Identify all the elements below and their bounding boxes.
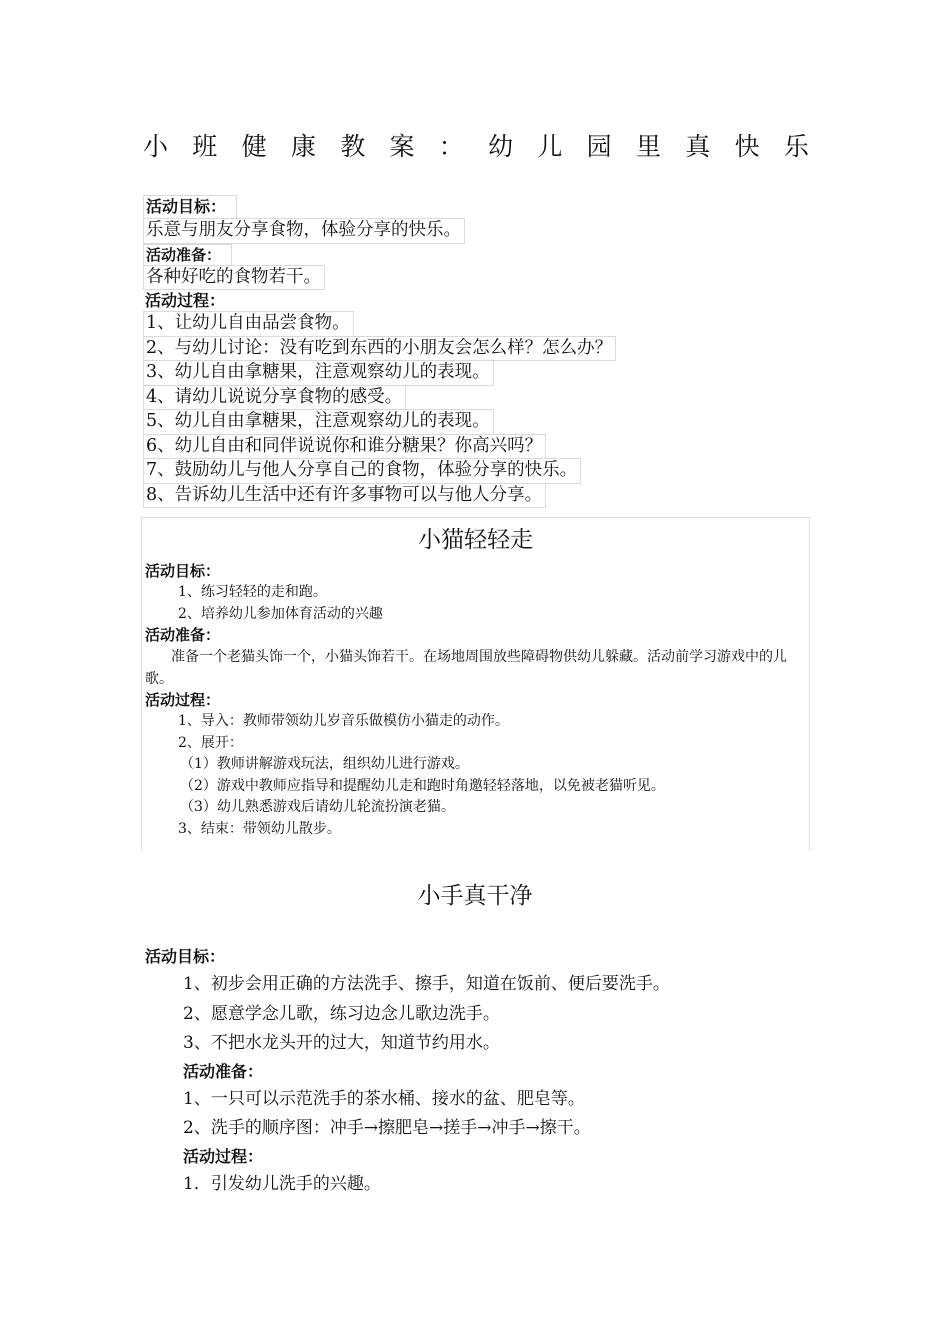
- title-char: 幼: [488, 132, 514, 161]
- title-char: 教: [340, 132, 366, 161]
- prep-item: 2、洗手的顺序图：冲手→擦肥皂→搓手→冲手→擦干。: [183, 1118, 591, 1138]
- step-item: 6、幼儿自由和同伴说说你和谁分糖果？你高兴吗？: [143, 434, 546, 460]
- step-item: （1）教师讲解游戏玩法，组织幼儿进行游戏。: [180, 756, 469, 772]
- prep-text: 准备一个老猫头饰一个，小猫头饰若干。在场地周围放些障碍物供幼儿躲藏。活动前学习游戏中的儿歌。: [145, 649, 787, 687]
- process-label: 活动过程：: [145, 291, 226, 310]
- prep-label: 活动准备：: [183, 1061, 264, 1081]
- prep-label: 活动准备：: [143, 244, 232, 266]
- process-label: 活动过程：: [183, 1146, 264, 1166]
- lesson-2-title: 小猫轻轻走: [418, 527, 533, 553]
- title-char: 班: [192, 132, 218, 161]
- goal-item: 1、练习轻轻的走和跑。: [178, 584, 327, 600]
- step-item: 2、与幼儿讨论：没有吃到东西的小朋友会怎么样？怎么办？: [143, 336, 616, 362]
- prep-item: 1、一只可以示范洗手的茶水桶、接水的盆、肥皂等。: [183, 1088, 585, 1109]
- process-label: 活动过程：: [145, 691, 221, 709]
- step-item: 7、鼓励幼儿与他人分享自己的食物，体验分享的快乐。: [143, 458, 581, 484]
- lesson-3-title: 小手真干净: [417, 883, 533, 909]
- goal-item: 2、愿意学念儿歌，练习边念儿歌边洗手。: [183, 1003, 500, 1024]
- title-char: 真: [685, 132, 711, 161]
- goal-item: 2、培养幼儿参加体育活动的兴趣: [178, 605, 383, 622]
- goal-item: 1、初步会用正确的方法洗手、擦手，知道在饭前、便后要洗手。: [183, 974, 670, 994]
- step-item: 1．引发幼儿洗手的兴趣。: [183, 1173, 381, 1194]
- title-char: 里: [635, 132, 661, 161]
- step-item: 8、告诉幼儿生活中还有许多事物可以与他人分享。: [143, 483, 546, 509]
- step-item: 3、结束：带领幼儿散步。: [178, 820, 341, 837]
- title-char: 案: [389, 132, 415, 161]
- goal-label: 活动目标：: [143, 195, 237, 219]
- goal-text: 乐意与朋友分享食物，体验分享的快乐。: [143, 218, 465, 244]
- step-item: 3、幼儿自由拿糖果，注意观察幼儿的表现。: [143, 360, 494, 386]
- title-char: 健: [241, 132, 267, 161]
- title-char: 儿: [537, 132, 563, 161]
- lesson-1-body: [143, 195, 823, 508]
- page-title-1: [143, 127, 809, 163]
- title-char: ：: [438, 132, 464, 161]
- step-item: 4、请幼儿说说分享食物的感受。: [143, 385, 406, 411]
- goal-label: 活动目标：: [145, 947, 226, 966]
- title-char: 乐: [783, 132, 809, 161]
- goal-item: 3、不把水龙头开的过大，知道节约用水。: [183, 1033, 500, 1053]
- step-item: 2、展开：: [178, 734, 243, 751]
- prep-label: 活动准备：: [145, 626, 221, 644]
- step-item: 5、幼儿自由拿糖果，注意观察幼儿的表现。: [143, 409, 494, 435]
- lesson-3-body: [145, 944, 845, 1199]
- step-item: （2）游戏中教师应指导和提醒幼儿走和跑时角邀轻轻落地，以免被老猫听见。: [180, 777, 665, 794]
- title-char: 快: [734, 132, 760, 161]
- step-item: 1、让幼儿自由品尝食物。: [143, 311, 354, 337]
- lesson-2-box: [141, 517, 810, 851]
- goal-label: 活动目标：: [145, 562, 221, 580]
- step-item: （3）幼儿熟悉游戏后请幼儿轮流扮演老猫。: [180, 799, 455, 815]
- prep-text: 各种好吃的食物若干。: [143, 265, 325, 291]
- title-char: 园: [586, 132, 612, 161]
- title-char: 康: [290, 132, 316, 161]
- step-item: 1、导入：教师带领幼儿岁音乐做模仿小猫走的动作。: [178, 713, 509, 729]
- title-char: 小: [143, 132, 169, 161]
